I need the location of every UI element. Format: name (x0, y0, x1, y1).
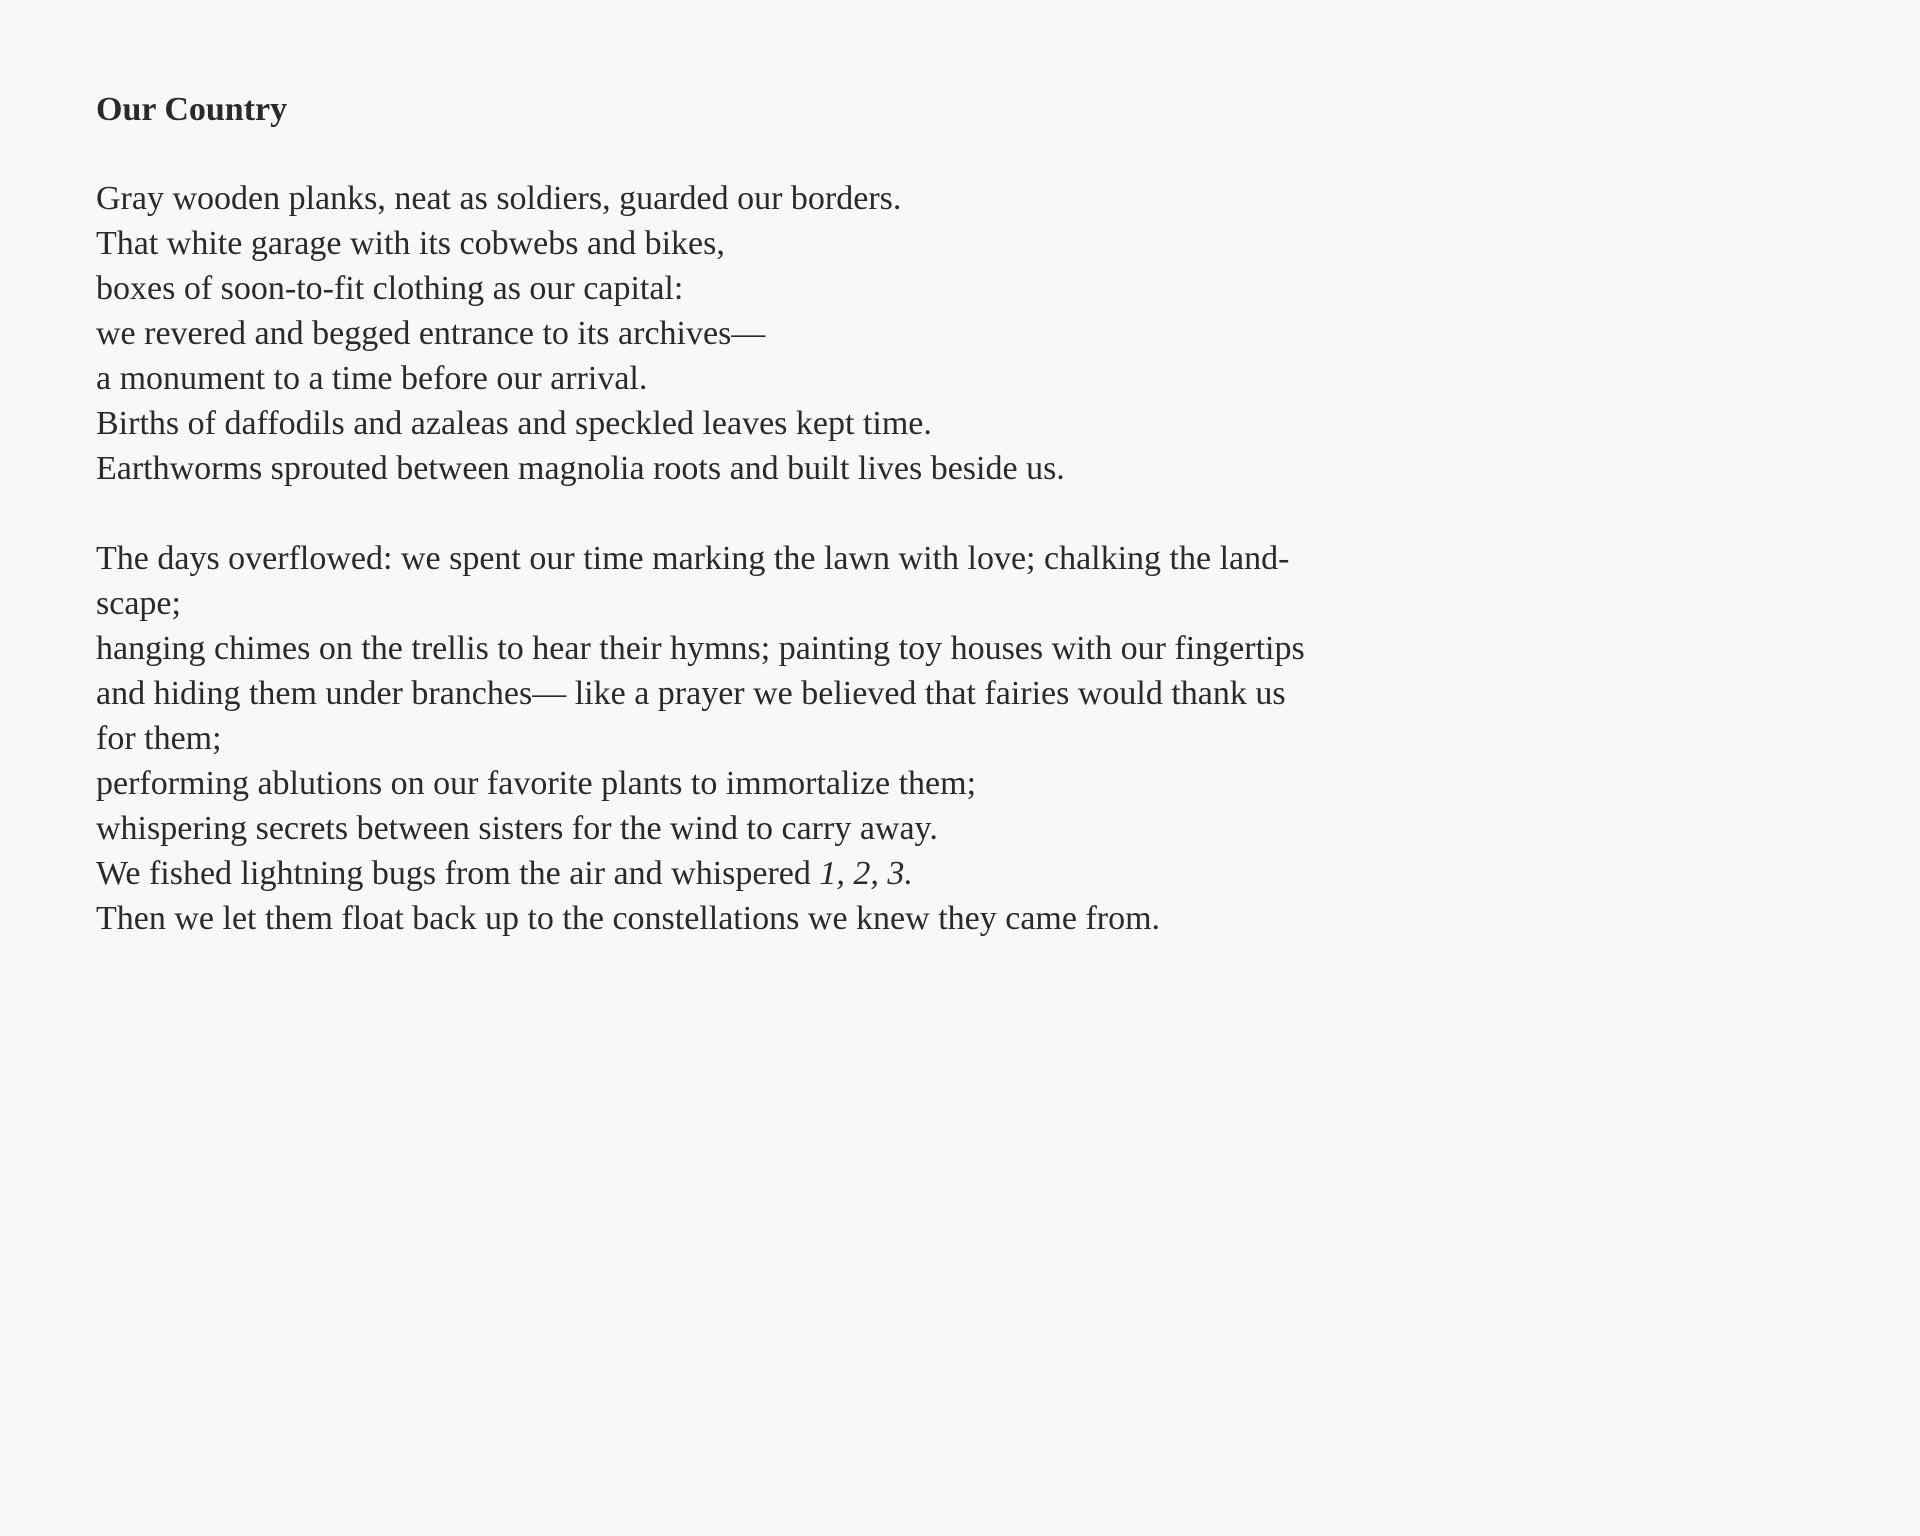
poem-line: boxes of soon-to-fit clothing as our capital: (96, 270, 684, 307)
poem-title: Our Country (96, 91, 288, 128)
poem-line: The days overflowed: we spent our time marking the lawn with love; chalking the land- (96, 540, 1290, 577)
poem-line-fireflies (96, 851, 1496, 896)
poem-page (96, 88, 1496, 986)
poem-line: Earthworms sprouted between magnolia roots and built lives beside us. (96, 450, 1065, 487)
line-text: We fished lightning bugs from the air and whispered (96, 855, 820, 892)
poem-line: Births of daffodils and azaleas and speckled leaves kept time. (96, 405, 932, 442)
stanza-1 (96, 176, 1496, 491)
poem-line: a monument to a time before our arrival. (96, 360, 648, 397)
poem-line: performing ablutions on our favorite plants to immortalize them; (96, 765, 977, 802)
poem-line: Then we let them float back up to the constellations we knew they came from. (96, 900, 1161, 937)
poem-line: hanging chimes on the trellis to hear their hymns; painting toy houses with our fingertips (96, 630, 1305, 667)
poem-line: and hiding them under branches— like a prayer we believed that fairies would thank us (96, 675, 1286, 712)
stanza-2 (96, 536, 1496, 941)
poem-line: That white garage with its cobwebs and bikes, (96, 225, 725, 262)
poem-line: whispering secrets between sisters for the wind to carry away. (96, 810, 938, 847)
poem-line: Gray wooden planks, neat as soldiers, guarded our borders. (96, 180, 902, 217)
italic-count: 1, 2, 3. (819, 855, 913, 892)
poem-line: for them; (96, 720, 222, 757)
poem-line: scape; (96, 585, 181, 622)
poem-line: we revered and begged entrance to its archives— (96, 315, 766, 352)
